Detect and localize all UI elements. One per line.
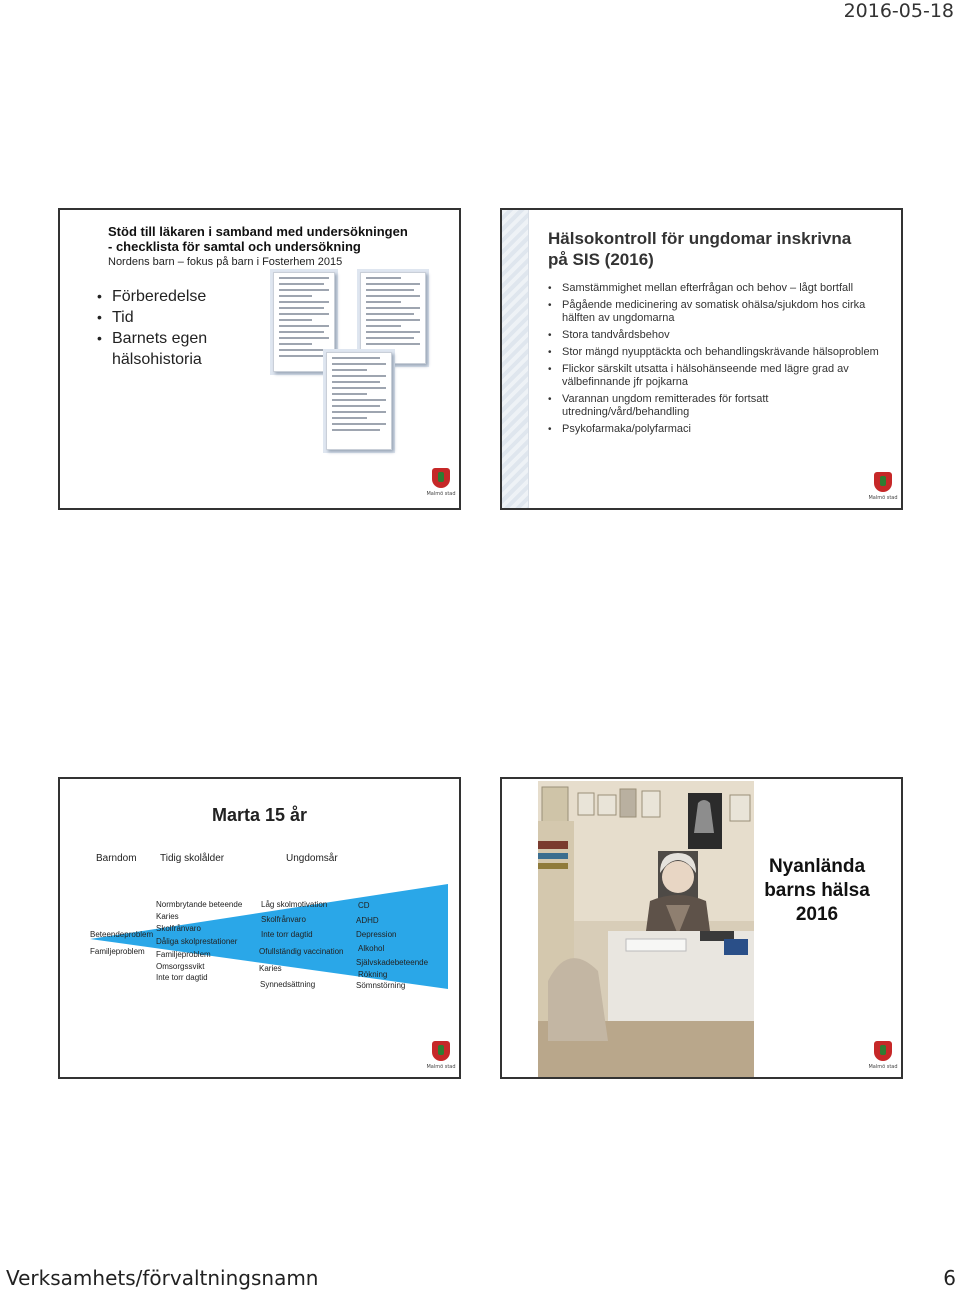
crest-icon — [874, 472, 892, 492]
slide4-title — [758, 855, 876, 927]
col2-item: Synnedsättning — [260, 980, 316, 989]
list-item: • Stor mängd nyupptäckta och behandlingskrävande hälsoproblem — [548, 346, 893, 359]
col2-item: Skolfrånvaro — [261, 915, 306, 924]
logo-text: Malmö stad — [426, 491, 456, 497]
logo-text: Malmö stad — [868, 1064, 898, 1070]
footer-org-name: Verksamhets/förvaltningsnamn — [6, 1266, 319, 1290]
col2-item: Inte torr dagtid — [261, 930, 313, 939]
col3-item: Depression — [356, 930, 397, 939]
list-item: • Samstämmighet mellan efterfrågan och behov – lågt bortfall — [548, 282, 893, 295]
col3-item: Självskadebeteende — [356, 958, 429, 967]
photo-illustration — [538, 781, 754, 1077]
slide-checklista — [58, 208, 461, 510]
malmo-logo — [868, 1041, 898, 1073]
col3-item: CD — [358, 901, 370, 910]
phase-barndom: Barndom — [96, 853, 137, 864]
doctor-office-photo — [538, 781, 754, 1077]
slide4-title-line3: 2016 — [795, 904, 839, 925]
col1-item: Skolfrånvaro — [156, 924, 201, 933]
left-label-familjeproblem: Familjeproblem — [90, 947, 145, 956]
col3-item: ADHD — [356, 916, 379, 925]
slide2-bullet-list — [548, 282, 893, 440]
slide2-title-line1: Hälsokontroll för ungdomar inskrivna — [548, 229, 852, 248]
page-number: 6 — [943, 1266, 956, 1290]
list-item: • Barnets egen — [100, 328, 240, 349]
crest-icon — [874, 1041, 892, 1061]
phase-tidig-skolalder: Tidig skolålder — [160, 853, 225, 864]
malmo-logo — [426, 468, 456, 500]
phase-ungdomsar: Ungdomsår — [286, 853, 338, 864]
list-item: • Stora tandvårdsbehov — [548, 329, 893, 342]
slide2-title-line2: på SIS (2016) — [548, 250, 654, 269]
list-item: • Flickor särskilt utsatta i hälsohänseende med lägre grad av välbefinnande jfr pojkarna — [548, 363, 893, 389]
slide-marta-15-ar — [58, 777, 461, 1079]
list-item: • Tid — [100, 307, 240, 328]
list-item: • Förberedelse — [100, 286, 240, 307]
slide4-title-line2: barns hälsa — [764, 880, 870, 901]
slide1-title-line1: Stöd till läkaren i samband med undersökningen — [108, 224, 408, 239]
col2-item: Karies — [259, 964, 282, 973]
slide1-title-line2: - checklista för samtal och undersökning — [108, 239, 361, 254]
slide-nyanlanda-barns-halsa — [500, 777, 903, 1079]
col1-item: Omsorgssvikt — [156, 962, 205, 971]
malmo-logo — [426, 1041, 456, 1073]
slide3-title: Marta 15 år — [211, 805, 308, 825]
crest-icon — [432, 1041, 450, 1061]
col3-item: Sömnstörning — [356, 981, 406, 990]
slide-halsokontroll-sis — [500, 208, 903, 510]
header-date: 2016-05-18 — [843, 0, 954, 22]
malmo-logo — [868, 472, 898, 504]
col1-item: Normbrytande beteende — [156, 900, 243, 909]
col1-item: Dåliga skolprestationer — [156, 937, 238, 946]
logo-text: Malmö stad — [868, 495, 898, 501]
left-label-beteendeproblem: Beteendeproblem — [90, 930, 154, 939]
slide1-title — [108, 224, 453, 254]
logo-text: Malmö stad — [426, 1064, 456, 1070]
col3-item: Alkohol — [358, 944, 385, 953]
list-item: hälsohistoria — [112, 351, 202, 368]
col1-item: Inte torr dagtid — [156, 973, 208, 982]
col2-item: Ofullständig vaccination — [259, 947, 344, 956]
slide2-title — [548, 228, 893, 270]
col1-item: Familjeproblem — [156, 950, 211, 959]
crest-icon — [432, 468, 450, 488]
slide1-bullet-list — [100, 286, 240, 370]
col1-item: Karies — [156, 912, 179, 921]
slide4-title-line1: Nyanlända — [768, 856, 866, 877]
list-item: • Varannan ungdom remitterades för fortsatt utredning/vård/behandling — [548, 393, 893, 419]
checklist-document-page-2 — [326, 352, 392, 450]
checklist-document-page-3 — [360, 272, 426, 364]
decorative-stripe — [502, 210, 529, 508]
col3-item: Rökning — [358, 970, 388, 979]
col2-item: Låg skolmotivation — [261, 900, 328, 909]
list-item: • Psykofarmaka/polyfarmaci — [548, 423, 893, 436]
slide1-subtitle: Nordens barn – fokus på barn i Fosterhem 2015 — [108, 256, 343, 268]
list-item: • Pågående medicinering av somatisk ohälsa/sjukdom hos cirka hälften av ungdomarna — [548, 299, 893, 325]
